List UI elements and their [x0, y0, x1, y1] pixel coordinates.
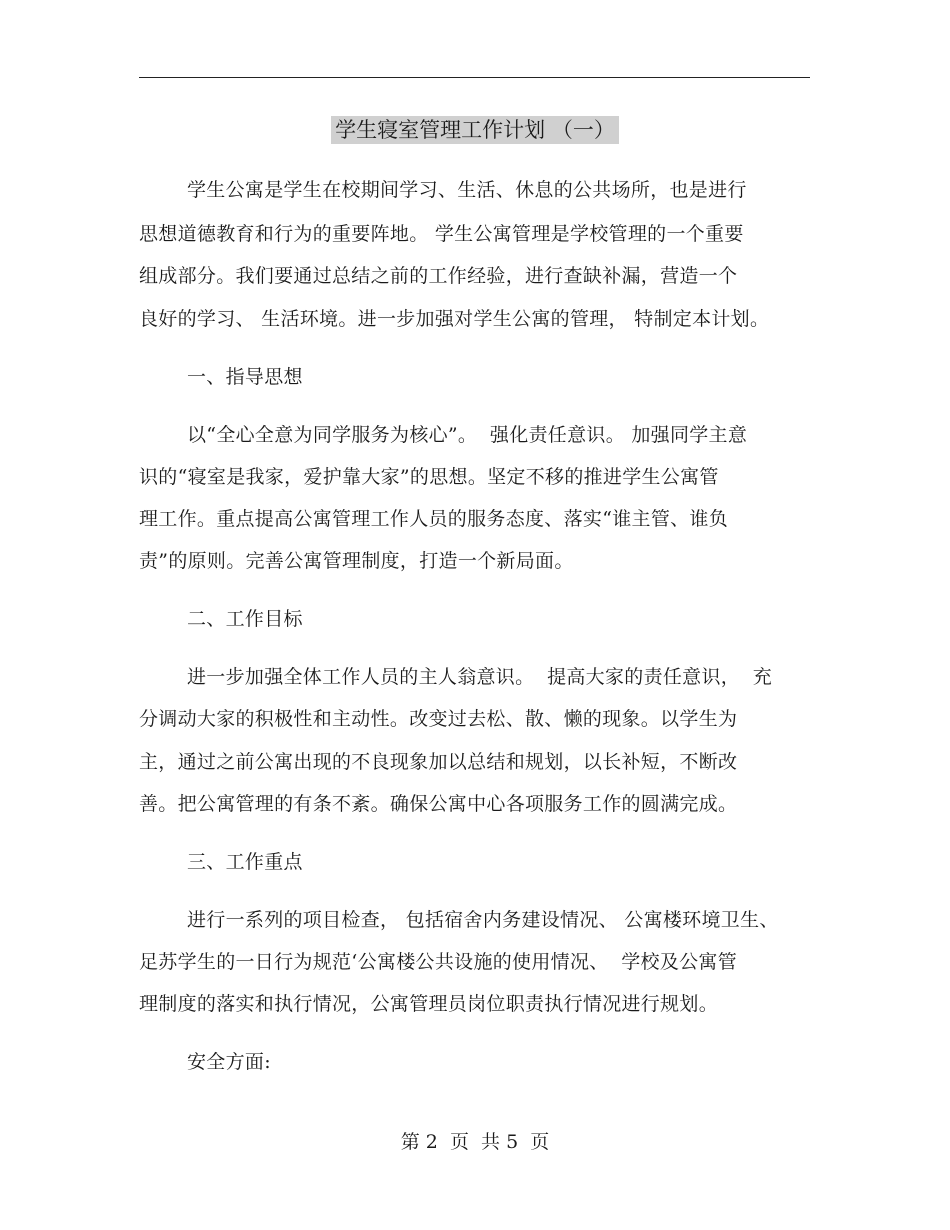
intro-line-3: 组成部分。我们要通过总结之前的工作经验，进行查缺补漏，营造一个 — [139, 265, 738, 287]
section2-line-1: 进一步加强全体工作人员的主人翁意识。 提高大家的责任意识， 充 — [187, 666, 773, 688]
section3-line-3: 理制度的落实和执行情况，公寓管理员岗位职责执行情况进行规划。 — [139, 993, 719, 1015]
page-footer: 第 2 页 共 5 页 — [400, 1131, 550, 1153]
section3-line-1: 进行一系列的项目检查， 包括宿舍内务建设情况、 公寓楼环境卫生、 — [187, 909, 779, 931]
intro-line-1: 学生公寓是学生在校期间学习、生活、休息的公共场所，也是进行 — [187, 179, 747, 201]
document-title-text: 学生寝室管理工作计划 （一） — [331, 116, 619, 144]
section2-line-3: 主，通过之前公寓出现的不良现象加以总结和规划，以长补短，不断改 — [139, 751, 738, 773]
section1-line-4: 责”的原则。完善公寓管理制度，打造一个新局面。 — [139, 550, 574, 572]
header-rule — [139, 77, 810, 78]
section3-heading: 三、工作重点 — [187, 851, 303, 873]
intro-line-2: 思想道德教育和行为的重要阵地。 学生公寓管理是学校管理的一个重要 — [139, 223, 744, 245]
safety-heading: 安全方面: — [187, 1051, 271, 1073]
section1-heading: 一、指导思想 — [187, 366, 303, 388]
section1-line-2: 识的“寝室是我家，爱护靠大家”的思想。坚定不移的推进学生公寓管 — [139, 466, 719, 488]
intro-line-4: 良好的学习、 生活环境。进一步加强对学生公寓的管理， 特制定本计划。 — [139, 308, 770, 330]
section2-heading: 二、工作目标 — [187, 608, 303, 630]
section1-line-3: 理工作。重点提高公寓管理工作人员的服务态度、落实“谁主管、谁负 — [139, 508, 729, 530]
document-title — [0, 112, 950, 148]
section1-line-1: 以“全心全意为同学服务为核心”。 强化责任意识。 加强同学主意 — [187, 424, 748, 446]
section2-line-4: 善。把公寓管理的有条不紊。确保公寓中心各项服务工作的圆满完成。 — [139, 793, 738, 815]
section2-line-2: 分调动大家的积极性和主动性。改变过去松、散、懒的现象。以学生为 — [139, 708, 738, 730]
section3-line-2: 足苏学生的一日行为规范‘公寓楼公共设施的使用情况、 学校及公寓管 — [139, 951, 738, 973]
